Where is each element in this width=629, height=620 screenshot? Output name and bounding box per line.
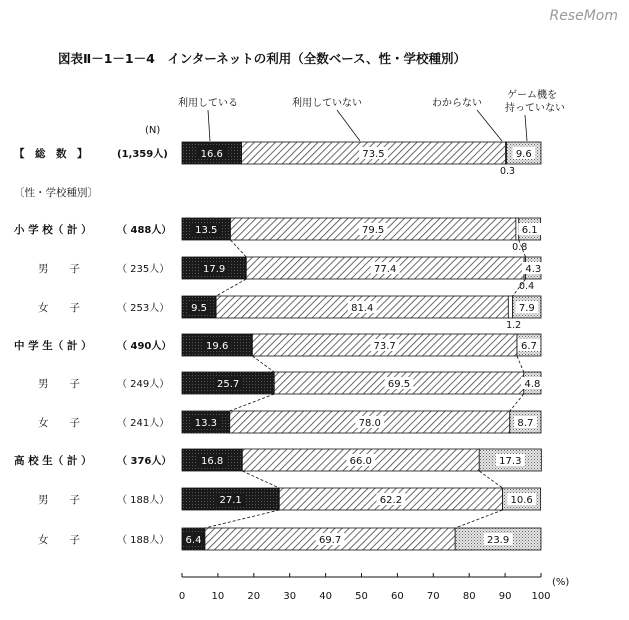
x-tick-label: 50 — [355, 591, 368, 602]
row-n: （ 241人） — [117, 418, 170, 429]
section-label: 〔性・学校種別〕 — [14, 187, 98, 199]
legend-leader-unknown — [477, 110, 502, 141]
x-tick-label: 60 — [391, 591, 404, 602]
data-label-not-used: 73.7 — [373, 341, 396, 352]
x-tick-label: 100 — [531, 591, 551, 602]
x-tick-label: 70 — [426, 591, 440, 602]
x-axis — [179, 573, 570, 602]
data-label-unknown: 1.2 — [506, 320, 522, 331]
bar-rows — [14, 142, 545, 550]
row-label: 【 総 数 】 — [14, 148, 88, 160]
row-label: 女 子 — [38, 417, 80, 429]
row-label: 中 学 生（ 計 ） — [14, 340, 92, 352]
data-label-no-game: 6.7 — [521, 341, 537, 352]
connector-line — [216, 279, 246, 296]
x-tick-label: 30 — [283, 591, 297, 602]
connector-line — [455, 510, 502, 528]
data-label-used: 16.8 — [201, 456, 224, 467]
data-label-used: 6.4 — [185, 535, 202, 546]
x-unit-label: (%) — [552, 577, 570, 588]
connector-line — [230, 394, 275, 411]
data-label-used: 27.1 — [219, 495, 242, 506]
chart-title: 図表Ⅱ－1－1－4 インターネットの利用（全数ベース、性・学校種別） — [58, 51, 466, 66]
row-n: （ 376人） — [117, 456, 172, 467]
row-n: （ 249人） — [117, 379, 170, 390]
data-label-not-used: 78.0 — [358, 418, 381, 429]
data-label-unknown: 0.3 — [499, 166, 516, 177]
x-tick-label: 80 — [462, 591, 476, 602]
row-n: （ 235人） — [117, 264, 170, 275]
data-label-unknown: 0.4 — [519, 281, 535, 292]
legend-leader-used — [208, 110, 210, 141]
row-n: （ 253人） — [117, 303, 170, 314]
data-label-not-used: 73.5 — [362, 149, 385, 160]
legend-leader-no-game — [525, 115, 527, 141]
connector-line — [252, 356, 274, 372]
data-label-unknown: 0.8 — [512, 242, 528, 253]
row-n: （ 490人） — [117, 341, 172, 352]
resemom-watermark: ReseMom — [549, 8, 618, 24]
legend — [178, 88, 565, 141]
bar-segment-unknown — [516, 218, 519, 240]
row-n: （ 188人） — [117, 535, 170, 546]
row-label: 男 子 — [38, 263, 80, 275]
data-label-not-used: 69.5 — [387, 379, 411, 390]
data-label-used: 13.5 — [195, 225, 218, 236]
x-tick-label: 20 — [247, 591, 261, 602]
connector-line — [510, 394, 524, 411]
row-n: （ 188人） — [117, 495, 170, 506]
data-label-used: 19.6 — [206, 341, 229, 352]
row-label: 男 子 — [38, 494, 80, 506]
x-tick-label: 90 — [498, 591, 512, 602]
legend-leader-not-used — [337, 110, 360, 141]
row-label: 小 学 校（ 計 ） — [14, 224, 92, 236]
legend-label-not-used: 利用していない — [292, 98, 362, 109]
data-label-no-game: 7.9 — [518, 303, 535, 314]
data-label-not-used: 79.5 — [362, 225, 385, 236]
row-label: 高 校 生（ 計 ） — [14, 455, 92, 467]
data-label-used: 13.3 — [194, 418, 218, 429]
data-label-no-game: 23.9 — [486, 535, 510, 546]
data-label-no-game: 17.3 — [499, 456, 522, 467]
connector-line — [517, 356, 524, 372]
data-label-used: 16.6 — [200, 149, 223, 160]
connector-line — [205, 510, 279, 528]
data-label-no-game: 4.8 — [524, 379, 541, 390]
legend-label-unknown: わからない — [432, 98, 482, 109]
connector-line — [479, 471, 502, 488]
bar-segment-unknown — [508, 296, 512, 318]
data-label-no-game: 9.6 — [515, 149, 532, 160]
data-label-used: 25.7 — [216, 379, 240, 390]
legend-label-no-game-1: ゲーム機を — [507, 90, 557, 101]
row-label: 女 子 — [38, 302, 80, 314]
n-column-header: (N) — [145, 125, 161, 136]
connector-line — [242, 471, 279, 488]
data-label-no-game: 10.6 — [510, 495, 533, 506]
data-label-not-used: 69.7 — [318, 535, 342, 546]
row-n: （ 488人） — [117, 225, 172, 236]
x-tick-label: 10 — [211, 591, 225, 602]
x-tick-label: 40 — [319, 591, 332, 602]
data-label-not-used: 62.2 — [379, 495, 403, 506]
legend-label-used: 利用している — [178, 98, 238, 109]
data-label-no-game: 6.1 — [521, 225, 538, 236]
data-label-no-game: 4.3 — [525, 264, 542, 275]
legend-label-no-game-2: 持っていない — [505, 103, 565, 114]
row-label: 女 子 — [38, 534, 80, 546]
data-label-not-used: 66.0 — [349, 456, 372, 467]
data-label-not-used: 81.4 — [351, 303, 374, 314]
row-n: (1,359人) — [117, 149, 168, 160]
connector-line — [230, 240, 246, 257]
data-label-not-used: 77.4 — [374, 264, 397, 275]
x-tick-label: 0 — [178, 591, 186, 602]
data-label-no-game: 8.7 — [517, 418, 534, 429]
row-label: 男 子 — [38, 378, 80, 390]
data-label-used: 9.5 — [191, 303, 208, 314]
data-label-used: 17.9 — [202, 264, 226, 275]
